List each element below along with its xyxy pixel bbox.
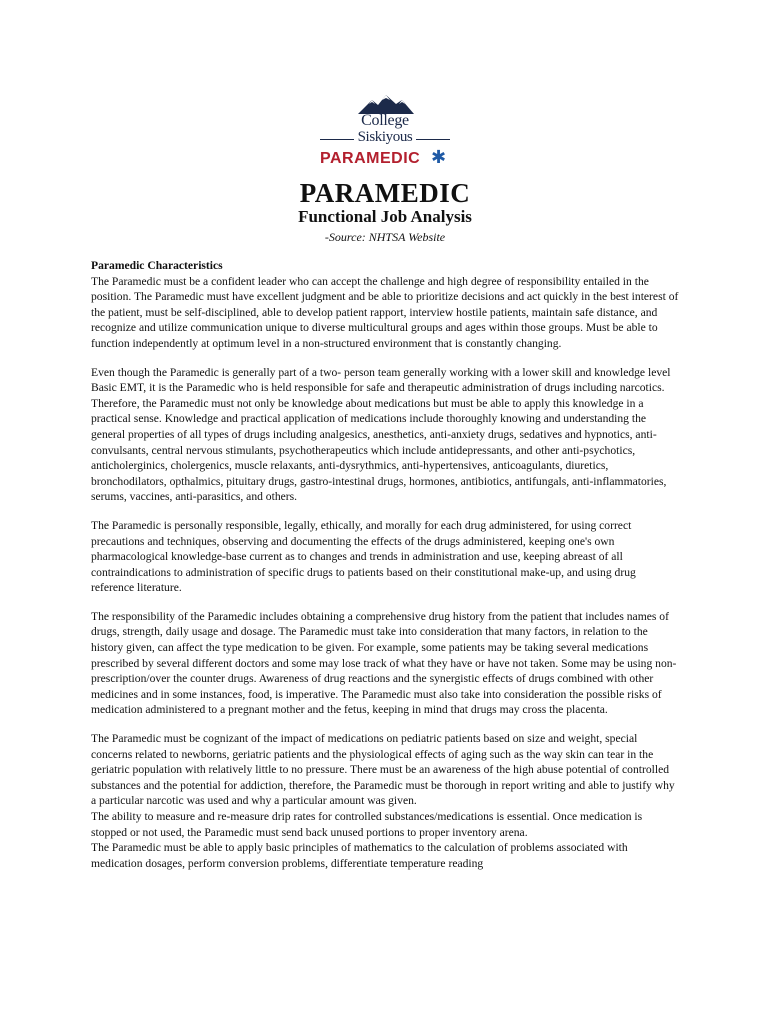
source-line: -Source: NHTSA Website [324, 230, 446, 244]
page-subtitle: Functional Job Analysis [298, 207, 472, 226]
paragraph: The responsibility of the Paramedic includes obtaining a comprehensive drug history from the patient that includes names of drugs, strength, daily usage and dosage. The Paramedic must take into consideration that many factors, in relation to the history given, can affect the type medication to be given. For example, some patients may be taking several medications prescribed by several different doctors and some may lose track of what they have or have not taken. Some may be using non-prescription/over the counter drugs. Awareness of drug reactions and the synergistic effects of drugs combined with other medicines and in some instances, food, is imperative. The Paramedic must also take into consideration the possible risks of medication administered to a pregnant mother and the fetus, keeping in mind that drugs may cross the placenta. [91, 609, 677, 717]
paragraph-text: The Paramedic must be a confident leader who can accept the challenge and high degree of responsibility entailed in the position. The Paramedic must have excellent judgment and be able to prioritize decisions and act quickly in the best interest of the patient, must be self-disciplined, able to develop patient rapport, interview hostile patients, maintain safe distance, and recognize and utilize communication unique to diverse multicultural groups and ages within those groups. Must be able to function independently at optimum level in a non-structured environment that is constantly changing. [91, 274, 679, 350]
star-of-life-icon: ✱ [431, 147, 447, 168]
paragraph: The Paramedic must be cognizant of the impact of medications on pediatric patients based on size and weight, special concerns related to newborns, geriatric patients and the physiological effects of aging such as the way skin can tear in the geriatric population with relatively little to no pressure. There must be an awareness of the high abuse potential of controlled substances and the potential for addiction, therefore, the Paramedic must be thorough in report writing and able to justify why a particular narcotic was used and why a particular amount was given. [91, 732, 675, 808]
page-title: PARAMEDIC [299, 178, 471, 208]
logo-paramedic-text: PARAMEDIC [320, 150, 421, 167]
logo-rule-right [416, 139, 450, 140]
logo-siskiyous-text: Siskiyous [357, 129, 413, 145]
paragraph: Even though the Paramedic is generally part of a two- person team generally working with a lower skill and knowledge level Basic EMT, it is the Paramedic who is held responsible for safe and therapeutic administration of drugs including narcotics. Therefore, the Paramedic must not only be knowledge about medications but must be able to apply this knowledge in a practical sense. Knowledge and practical application of medications include thoroughly knowing and understanding the general properties of all types of drugs including analgesics, anesthetics, anti-anxiety drugs, sedatives and hypnotics, anti-convulsants, central nervous stimulants, psychotherapeutics which include antidepressants, and other anti-psychotics, anticholerginics, cholergenics, muscle relaxants, anti-dysrythmics, anti-hypertensives, anticoagulants, diuretics, bronchodilators, opthalmics, pituitary drugs, gastro-intestinal drugs, hormones, antibiotics, antifungals, anti-inflammatories, serums, vaccines, anti-parasitics, and others. [91, 365, 671, 504]
paragraph: The Paramedic must be able to apply basic principles of mathematics to the calculation of problems associated with medication dosages, perform conversion problems, differentiate temperature reading [91, 841, 628, 870]
college-logo [318, 92, 452, 172]
paragraph: The ability to measure and re-measure drip rates for controlled substances/medications is essential. Once medication is stopped or not used, the Paramedic must send back unused portions to proper inventory arena. [91, 810, 643, 839]
document-body [91, 258, 681, 871]
paragraph-characteristics [91, 258, 681, 352]
section-heading: Paramedic Characteristics [91, 259, 223, 272]
logo-college-text: College [361, 112, 409, 129]
paragraph: The Paramedic is personally responsible, legally, ethically, and morally for each drug administered, for using correct precautions and techniques, observing and documenting the effects of the drugs administered, keeping one's own pharmacological knowledge-base current as to changes and trends in administration and use, keeping abreast of all contraindications to administration of specific drugs to patients based on their constitutional make-up, and using drug reference literature. [91, 518, 636, 595]
